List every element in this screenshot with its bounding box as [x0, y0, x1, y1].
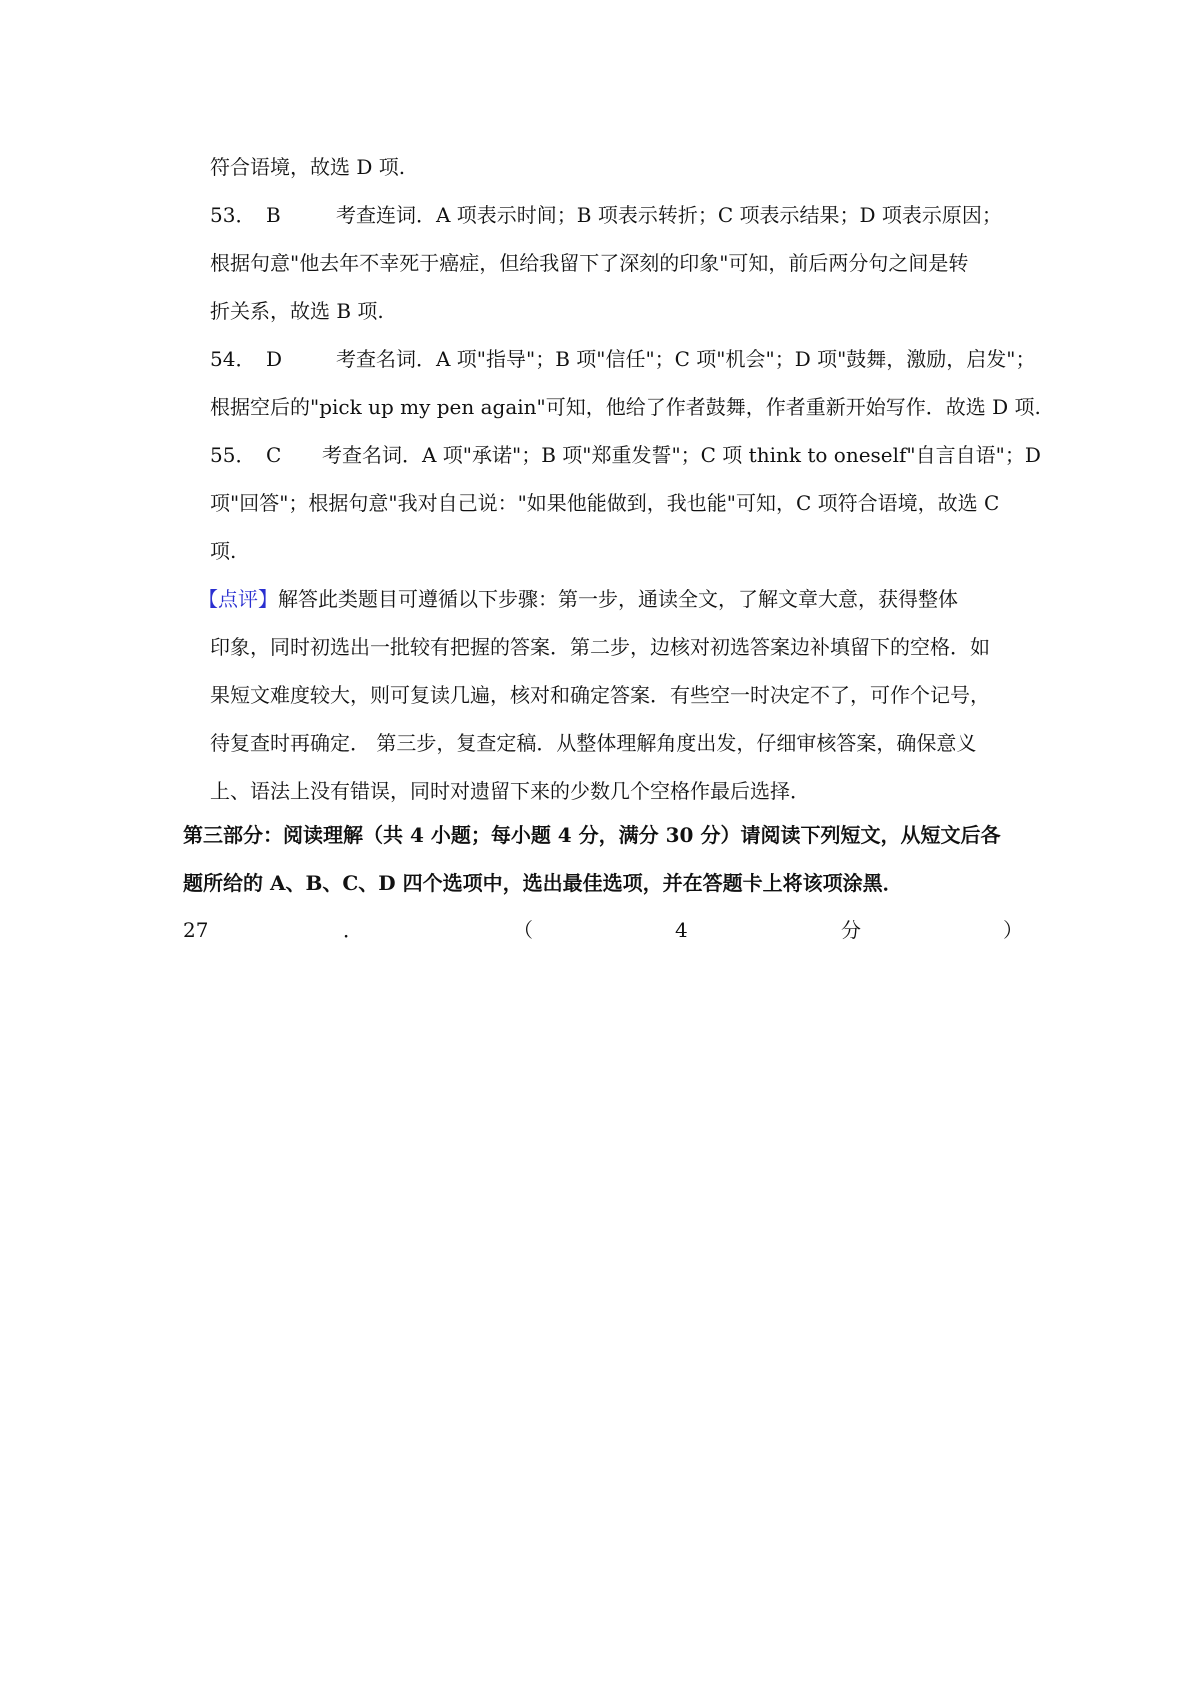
heading-text: 第三部分：阅读理解（共 4 小题；每小题 4 分，满分 30 分）请阅读下列短文，从短文后各	[183, 823, 1001, 847]
section-heading-part3-line-2	[183, 868, 903, 898]
answer-53-line-2	[210, 248, 968, 278]
answer-letter: B	[266, 203, 281, 227]
review-text: 解答此类题目可遵循以下步骤：第一步，通读全文，了解文章大意，获得整体	[278, 587, 958, 611]
review-text: 上、语法上没有错误，同时对遗留下来的少数几个空格作最后选择．	[210, 779, 810, 803]
close-paren: ）	[1003, 918, 1023, 942]
score-value: 4	[675, 918, 688, 942]
review-tag: 【点评】	[198, 587, 278, 611]
question-number: 53．	[210, 203, 256, 227]
question-number: 27	[183, 918, 209, 942]
review-line-2	[210, 632, 990, 662]
review-line-4	[210, 728, 976, 758]
question-number: 54．	[210, 347, 256, 371]
review-text: 印象，同时初选出一批较有把握的答案．第二步，边核对初选答案边补填留下的空格．如	[210, 635, 990, 659]
review-text: 果短文难度较大，则可复读几遍，核对和确定答案．有些空一时决定不了，可作个记号，	[210, 683, 990, 707]
section-heading-part3	[183, 820, 1000, 850]
explanation: 根据句意"他去年不幸死于癌症，但给我留下了深刻的印象"可知，前后两分句之间是转	[210, 251, 969, 275]
explanation: 考查连词．A 项表示时间；B 项表示转折；C 项表示结果；D 项表示原因；	[336, 203, 1002, 227]
review-line-5	[210, 776, 810, 806]
question-dot: ．	[343, 918, 363, 942]
answer-55	[210, 440, 1041, 470]
explanation: 折关系，故选 B 项.	[210, 299, 384, 323]
review-text: 待复查时再确定． 第三步，复查定稿．从整体理解角度出发，仔细审核答案，确保意义	[210, 731, 977, 755]
text: 符合语境，故选 D 项.	[210, 155, 406, 179]
question-number: 55．	[210, 443, 256, 467]
explanation: 考查名词．A 项"指导"；B 项"信任"；C 项"机会"；D 项"鼓舞，激励，启发"；	[336, 347, 1036, 371]
answer-52-continuation	[210, 152, 405, 182]
heading-text: 题所给的 A、B、C、D 四个选项中，选出最佳选项，并在答题卡上将该项涂黑．	[183, 871, 903, 895]
answer-53-line-3	[210, 296, 384, 326]
explanation: 根据空后的"pick up my pen again"可知，他给了作者鼓舞，作者重新开始写作．故选 D 项.	[210, 395, 1041, 419]
answer-53	[210, 200, 1002, 230]
answer-54-line-2	[210, 392, 1041, 422]
question-27-header	[183, 915, 1023, 945]
review-paragraph	[198, 584, 958, 614]
explanation: 考查名词．A 项"承诺"；B 项"郑重发誓"；C 项 think to oneself"自言自语"；D	[322, 443, 1041, 467]
explanation: 项.	[210, 539, 237, 563]
answer-letter: C	[266, 443, 282, 467]
explanation: 项"回答"；根据句意"我对自己说："如果他能做到，我也能"可知，C 项符合语境，故选 C	[210, 491, 1000, 515]
review-line-3	[210, 680, 990, 710]
answer-54	[210, 344, 1036, 374]
answer-letter: D	[266, 347, 283, 371]
answer-55-line-3	[210, 536, 236, 566]
answer-55-line-2	[210, 488, 999, 518]
score-unit: 分	[841, 918, 861, 942]
open-paren: （	[513, 918, 533, 942]
